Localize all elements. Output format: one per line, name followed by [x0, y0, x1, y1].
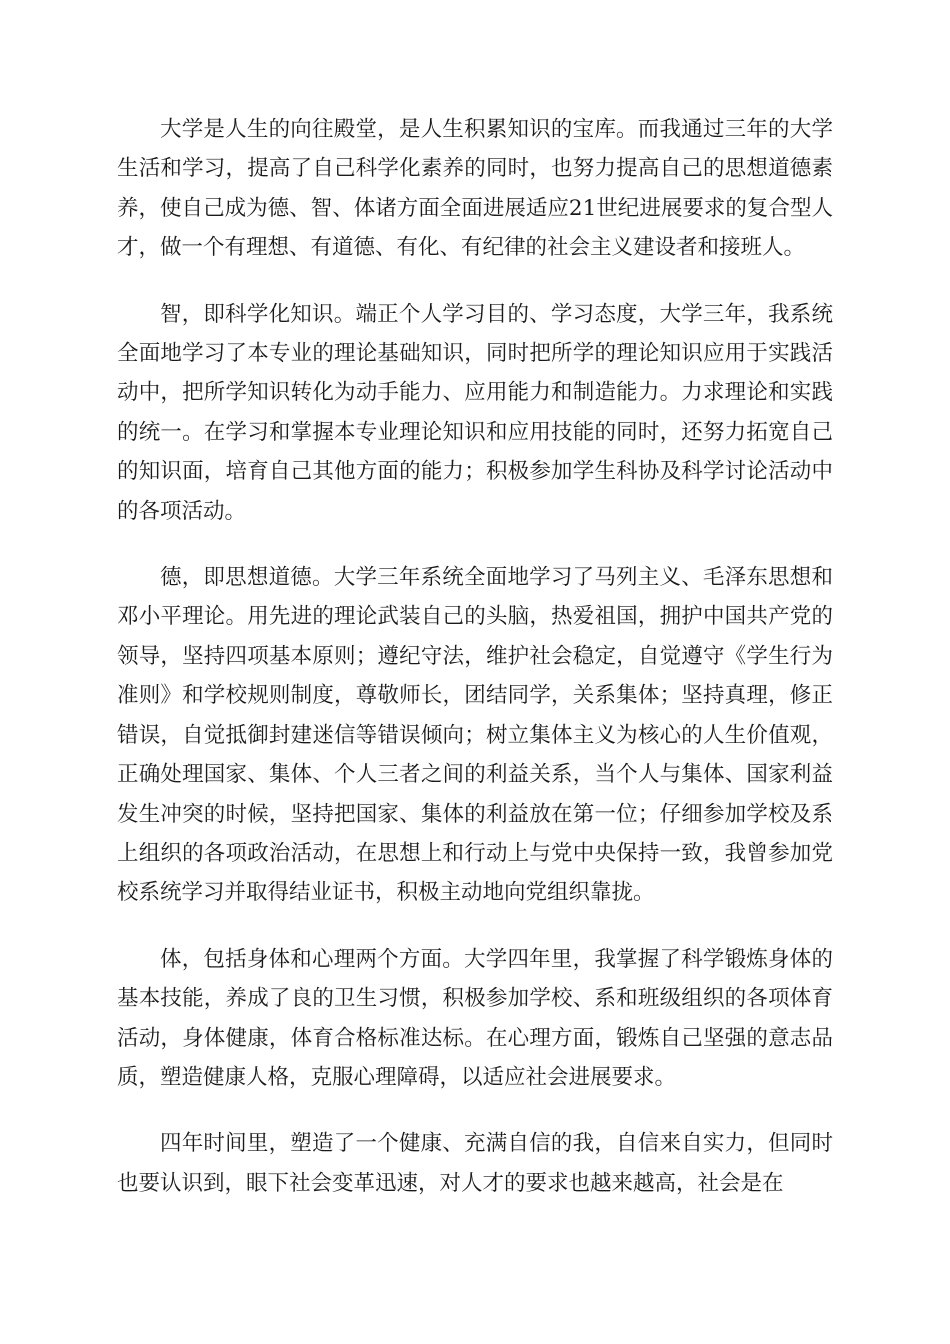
- paragraph-intro: 大学是人生的向往殿堂，是人生积累知识的宝库。而我通过三年的大学生活和学习，提高了自己科学化素养的同时，也努力提高自己的思想道德素养，使自己成为德、智、体诸方面全面进展适应21世纪进展要求的复合型人才，做一个有理想、有道德、有化、有纪律的社会主义建设者和接班人。: [117, 117, 833, 261]
- paragraph-physical: 体，包括身体和心理两个方面。大学四年里，我掌握了科学锻炼身体的基本技能，养成了良的卫生习惯，积极参加学校、系和班级组织的各项体育活动，身体健康，体育合格标准达标。在心理方面，锻炼自己坚强的意志品质，塑造健康人格，克服心理障碍，以适应社会进展要求。: [117, 946, 833, 1090]
- paragraph-morality: 德，即思想道德。大学三年系统全面地学习了马列主义、毛泽东思想和邓小平理论。用先进的理论武装自己的头脑，热爱祖国，拥护中国共产党的领导，坚持四项基本原则；遵纪守法，维护社会稳定，自觉遵守《学生行为准则》和学校规则制度，尊敬师长，团结同学，关系集体；坚持真理，修正错误，自觉抵御封建迷信等错误倾向；树立集体主义为核心的人生价值观，正确处理国家、集体、个人三者之间的利益关系，当个人与集体、国家利益发生冲突的时候，坚持把国家、集体的利益放在第一位；仔细参加学校及系上组织的各项政治活动，在思想上和行动上与党中央保持一致，我曾参加党校系统学习并取得结业证书，积极主动地向党组织靠拢。: [117, 565, 833, 906]
- paragraph-intellect: 智，即科学化知识。端正个人学习目的、学习态度，大学三年，我系统全面地学习了本专业的理论基础知识，同时把所学的理论知识应用于实践活动中，把所学知识转化为动手能力、应用能力和制造能力。力求理论和实践的统一。在学习和掌握本专业理论知识和应用技能的同时，还努力拓宽自己的知识面，培育自己其他方面的能力；积极参加学生科协及科学讨论活动中的各项活动。: [117, 301, 833, 524]
- document-body: [117, 110, 833, 1230]
- paragraph-conclusion: 四年时间里，塑造了一个健康、充满自信的我，自信来自实力，但同时也要认识到，眼下社会变革迅速，对人才的要求也越来越高，社会是在: [117, 1131, 833, 1196]
